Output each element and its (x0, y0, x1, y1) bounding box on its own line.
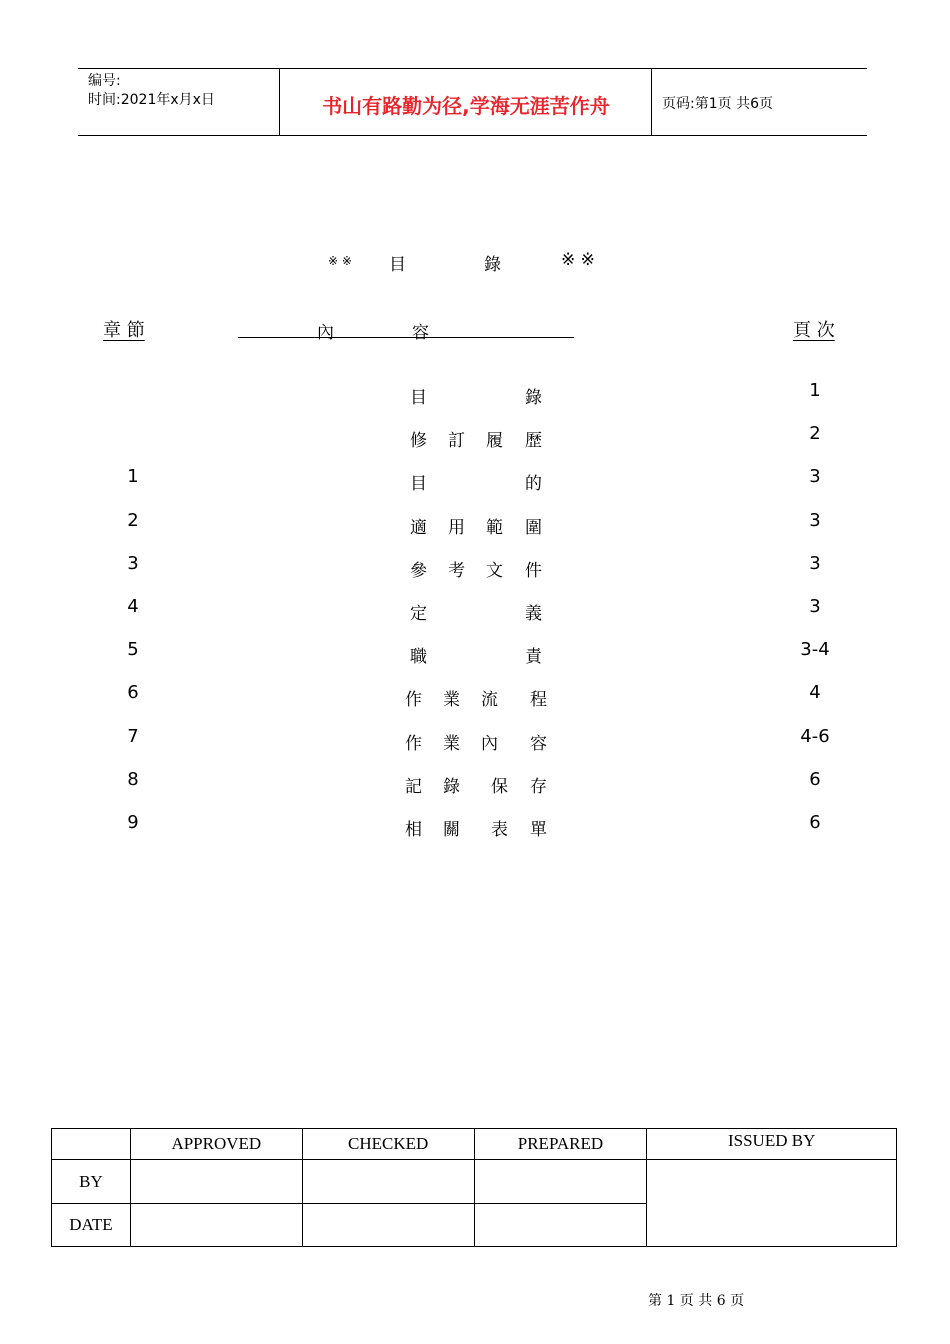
toc-entry-char: 職 (410, 647, 427, 668)
content-header-underline (238, 337, 574, 338)
toc-entry-char: 件 (525, 560, 542, 581)
date-label: DATE (52, 1204, 131, 1247)
toc-chapter-number: 8 (127, 768, 139, 790)
toc-entry-char: 參 (410, 560, 427, 581)
toc-entry-char: 適 (410, 517, 427, 538)
toc-entry-title (400, 685, 555, 709)
toc-entry-char: 容 (530, 733, 547, 754)
toc-page-number: 1 (809, 380, 821, 401)
toc-row (0, 466, 950, 509)
toc-chapter-number: 6 (127, 682, 139, 704)
title-char-mu: 目 (389, 255, 406, 275)
toc-entry-char: 用 (448, 517, 465, 538)
toc-row (0, 812, 950, 855)
toc-entry-char: 考 (448, 560, 465, 581)
title-char-lu: 錄 (484, 255, 501, 275)
footer-page-number: 第 1 页 共 6 页 (648, 1293, 745, 1309)
toc-entry-char: 錄 (443, 776, 460, 797)
approved-date-cell[interactable] (130, 1204, 302, 1247)
toc-entry-char: 作 (405, 733, 422, 754)
motto-banner: 书山有路勤为径,学海无涯苦作舟 (322, 94, 610, 118)
toc-entry-char: 錄 (525, 388, 542, 408)
header-bottom-rule (78, 135, 867, 136)
toc-entry-char: 義 (525, 604, 542, 624)
toc-page-number: 2 (809, 423, 821, 445)
toc-page-number: 4-6 (800, 725, 830, 747)
toc-entry-char: 定 (410, 604, 427, 624)
toc-entry-char: 目 (410, 388, 427, 408)
toc-entry-char: 業 (443, 690, 460, 711)
toc-row (0, 639, 950, 682)
corner-cell (52, 1129, 131, 1160)
prepared-header: PREPARED (474, 1129, 647, 1160)
toc-entry-char: 文 (486, 560, 503, 581)
toc-entry-char: 歷 (525, 431, 542, 452)
toc-row (0, 596, 950, 639)
toc-entry-char: 單 (530, 820, 547, 840)
approved-header: APPROVED (130, 1129, 302, 1160)
toc-entry-char: 訂 (448, 431, 465, 452)
page-code: 页码:第1页 共6页 (662, 96, 773, 112)
toc-entry-title (400, 815, 555, 839)
toc-entry-title (400, 772, 555, 796)
issued-by-cell[interactable] (647, 1160, 897, 1247)
approved-by-cell[interactable] (130, 1160, 302, 1204)
toc-entry-char: 內 (481, 733, 498, 754)
toc-row (0, 380, 950, 423)
toc-row (0, 553, 950, 596)
toc-page-number: 6 (809, 768, 821, 790)
issued-by-header: ISSUED BY (647, 1129, 897, 1160)
header-top-rule (78, 68, 867, 69)
toc-entry-char: 責 (525, 647, 542, 668)
by-label: BY (52, 1160, 131, 1204)
toc-entry-char: 修 (410, 431, 427, 452)
toc-chapter-number: 7 (127, 725, 139, 747)
toc-chapter-number: 3 (127, 552, 139, 574)
content-header-char-1: 內 (317, 323, 334, 343)
page-column-header: 頁 次 (793, 320, 835, 341)
toc-chapter-number: 5 (127, 639, 139, 661)
title-marks-left: ※ ※ (328, 254, 352, 268)
toc-page-number: 3 (809, 596, 821, 617)
toc-entry-char: 相 (405, 820, 422, 840)
toc-entry-char: 關 (443, 820, 460, 840)
toc-chapter-number: 2 (127, 509, 139, 531)
toc-row (0, 510, 950, 553)
toc-row (0, 769, 950, 812)
checked-by-cell[interactable] (302, 1160, 474, 1204)
checked-date-cell[interactable] (302, 1204, 474, 1247)
toc-entry-title (400, 426, 555, 450)
toc-entry-char: 保 (491, 776, 508, 797)
toc-entry-title (400, 642, 555, 666)
toc-entry-char: 流 (481, 690, 498, 711)
toc-entry-char: 記 (405, 776, 422, 797)
checked-header: CHECKED (302, 1129, 474, 1160)
toc-entry-char: 的 (525, 474, 542, 495)
toc-entry-char: 程 (530, 690, 547, 711)
toc-page-number: 3-4 (800, 639, 830, 661)
approval-table (51, 1128, 897, 1247)
toc-entry-title (400, 513, 555, 537)
toc-row (0, 726, 950, 769)
toc-page-number: 6 (809, 812, 821, 833)
toc-page-number: 3 (809, 552, 821, 574)
toc-row (0, 423, 950, 466)
toc-entry-title (400, 556, 555, 580)
toc-entry-char: 作 (405, 690, 422, 711)
toc-entry-char: 目 (410, 474, 427, 495)
toc-page-number: 3 (809, 466, 821, 488)
prepared-date-cell[interactable] (474, 1204, 647, 1247)
toc-entry-title (400, 383, 555, 407)
toc-chapter-number: 9 (127, 812, 139, 833)
toc-entry-char: 履 (486, 431, 503, 452)
toc-chapter-number: 1 (127, 466, 139, 488)
toc-entry-char: 圍 (525, 517, 542, 538)
content-header-char-2: 容 (412, 323, 429, 343)
toc-entry-char: 存 (530, 776, 547, 797)
time-label: 时间:2021年x月x日 (88, 92, 215, 108)
title-marks-right: ※ ※ (561, 250, 595, 270)
toc-page-number: 3 (809, 509, 821, 531)
toc-page-number: 4 (809, 682, 821, 704)
toc-entry-char: 業 (443, 733, 460, 754)
toc-entry-char: 範 (486, 517, 503, 538)
toc-entry-title (400, 729, 555, 753)
toc-entry-title (400, 469, 555, 493)
serial-label: 编号: (88, 73, 121, 89)
chapter-column-header: 章 節 (103, 320, 145, 341)
toc-entry-char: 表 (491, 820, 508, 840)
toc-chapter-number: 4 (127, 596, 139, 617)
prepared-by-cell[interactable] (474, 1160, 647, 1204)
toc-entry-title (400, 599, 555, 623)
toc-row (0, 682, 950, 725)
